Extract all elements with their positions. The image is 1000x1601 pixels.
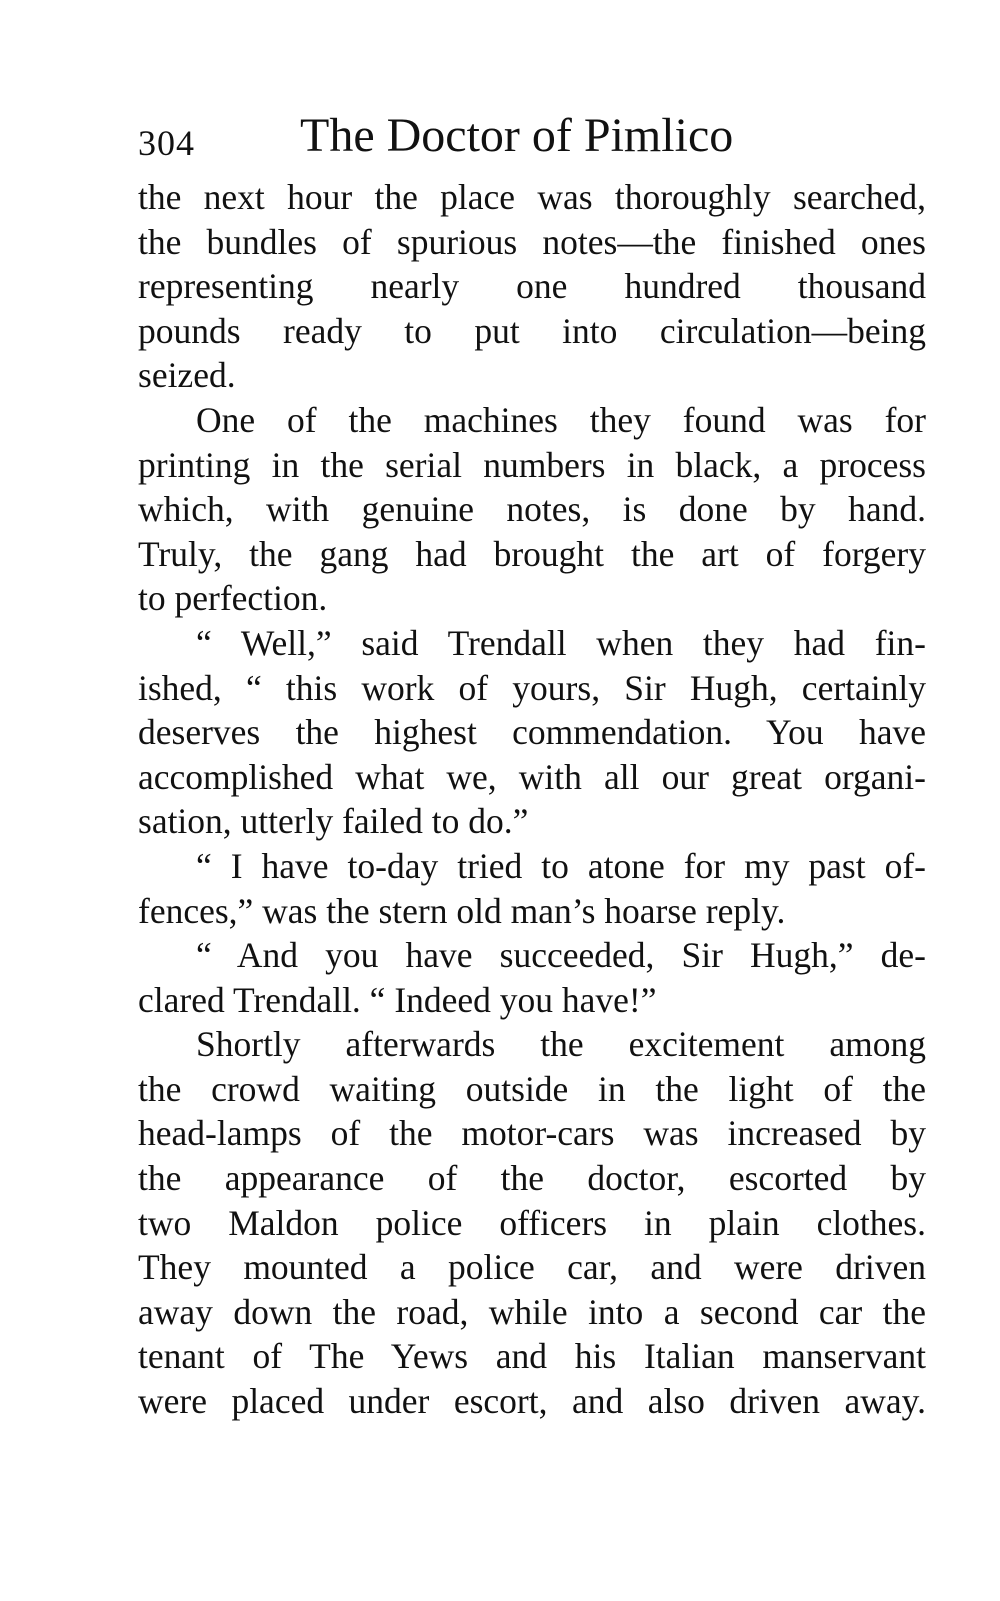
text-line: Truly, the gang had brought the art of forgery — [138, 533, 926, 574]
page-header — [138, 108, 938, 168]
text-line: They mounted a police car, and were driven — [138, 1247, 926, 1288]
page-number: 304 — [138, 123, 195, 163]
text-line: the appearance of the doctor, escorted by — [138, 1158, 926, 1199]
text-line: tenant of The Yews and his Italian manservant — [138, 1336, 926, 1377]
text-line: to perfection. — [138, 578, 328, 619]
text-line: clared Trendall. “ Indeed you have!” — [138, 979, 657, 1020]
text-line: representing nearly one hundred thousand — [138, 266, 926, 307]
running-title: The Doctor of Pimlico — [300, 109, 734, 162]
text-line: seized. — [138, 355, 236, 396]
text-line: pounds ready to put into circulation—being — [138, 310, 926, 351]
text-line: fences,” was the stern old man’s hoarse reply. — [138, 890, 786, 931]
text-line: “ And you have succeeded, Sir Hugh,” de- — [196, 935, 926, 976]
text-line: head-lamps of the motor-cars was increased by — [138, 1113, 926, 1154]
text-line: accomplished what we, with all our great organi- — [138, 756, 926, 797]
text-line: One of the machines they found was for — [196, 399, 926, 440]
text-line: sation, utterly failed to do.” — [138, 801, 529, 842]
text-line: ished, “ this work of yours, Sir Hugh, certainly — [138, 667, 926, 708]
text-line: away down the road, while into a second car the — [138, 1291, 926, 1332]
text-line: two Maldon police officers in plain clothes. — [138, 1202, 926, 1243]
body-text — [138, 175, 926, 1424]
text-line: the bundles of spurious notes—the finished ones — [138, 221, 926, 262]
text-line: printing in the serial numbers in black, a process — [138, 444, 926, 485]
text-line: Shortly afterwards the excitement among — [196, 1024, 926, 1065]
text-line: the next hour the place was thoroughly searched, — [138, 177, 926, 217]
text-line: the crowd waiting outside in the light of the — [138, 1068, 926, 1109]
text-line: deserves the highest commendation. You have — [138, 712, 926, 753]
text-line: “ Well,” said Trendall when they had fin- — [196, 622, 926, 663]
text-line: were placed under escort, and also driven away. — [138, 1381, 926, 1422]
text-line: “ I have to-day tried to atone for my past of- — [196, 845, 926, 886]
text-line: which, with genuine notes, is done by hand. — [138, 489, 926, 530]
